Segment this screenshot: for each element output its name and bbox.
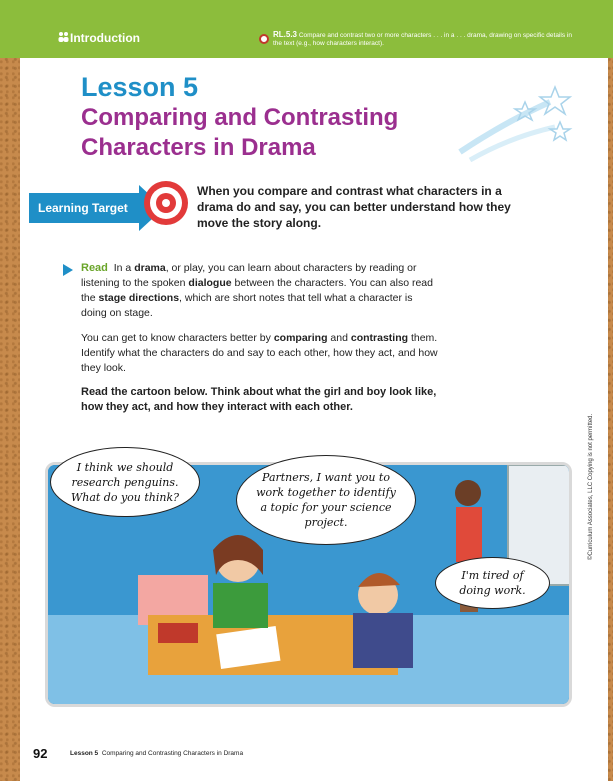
term-drama: drama xyxy=(134,262,166,274)
bullseye-icon xyxy=(143,180,189,226)
text-span: You can get to know characters better by xyxy=(81,332,274,344)
read-arrow-icon xyxy=(63,264,73,276)
teacher-line: a topic for your science xyxy=(260,501,392,514)
text-span: between the characters. You can also read the xyxy=(81,277,433,304)
girl-speech-bubble xyxy=(50,447,200,517)
standard-text: Compare and contrast two or more characters . . . in a . . . drama, drawing on specific details in the text (e.g., how characters interact). xyxy=(273,32,572,47)
boy-line: doing work. xyxy=(459,584,526,597)
boy-line: I'm tired of xyxy=(461,569,524,582)
target-icon xyxy=(259,34,269,44)
lesson-title xyxy=(81,103,421,163)
read-instruction: Read the cartoon below. Think about what the girl and boy look like, how they act, and how they interact with each other. xyxy=(81,386,437,413)
people-icon xyxy=(57,30,70,43)
text-span: In a xyxy=(113,262,135,274)
girl-line: research penguins. xyxy=(71,475,179,489)
term-dialogue: dialogue xyxy=(188,277,232,289)
shooting-stars-icon xyxy=(455,82,575,162)
learning-target-label: Learning Target xyxy=(38,201,128,215)
lesson-title-line1: Comparing and Contrasting xyxy=(81,104,399,131)
teacher-line: work together to identify xyxy=(256,486,396,499)
text-span: and xyxy=(327,332,351,344)
learning-target-text: When you compare and contrast what characters in a drama do and say, you can better understand how they move the story along. xyxy=(197,184,511,230)
girl-line: What do you think? xyxy=(70,490,180,504)
read-paragraph-1 xyxy=(81,261,441,321)
text-span: them. Identify what the characters do and say to each other, how they act, and how they look. xyxy=(81,332,438,374)
term-contrasting: contrasting xyxy=(350,332,409,344)
read-label: Read xyxy=(81,262,108,274)
term-stage-directions: stage directions xyxy=(98,292,180,304)
lesson-number: Lesson 5 xyxy=(81,72,199,102)
standard-code: RL.5.3 xyxy=(273,30,298,39)
header-bar xyxy=(0,0,613,58)
text-span: , which are short notes that tell what a character is doing on stage. xyxy=(81,292,413,319)
footer-lesson xyxy=(70,750,243,757)
footer-lesson-title: Comparing and Contrasting Characters in Drama xyxy=(101,750,244,757)
girl-line: I think we should xyxy=(76,460,174,474)
teacher-line: Partners, I want you to xyxy=(262,471,390,484)
boy-speech-bubble xyxy=(435,557,550,609)
text-span: , or play, you can learn about characters by reading or listening to the spoken xyxy=(81,262,417,289)
teacher-speech-bubble xyxy=(236,455,416,545)
copyright-notice: ©Curriculum Associates, LLC Copying is not permitted. xyxy=(588,413,594,560)
term-comparing: comparing xyxy=(273,332,328,344)
standard-description xyxy=(273,31,573,48)
lesson-title-line2: Characters in Drama xyxy=(81,134,316,161)
teacher-line: project. xyxy=(304,516,348,529)
read-paragraph-2 xyxy=(81,331,441,376)
footer-lesson-label: Lesson 5 xyxy=(70,750,99,757)
section-label: Introduction xyxy=(70,31,140,45)
page-number: 92 xyxy=(33,746,48,761)
